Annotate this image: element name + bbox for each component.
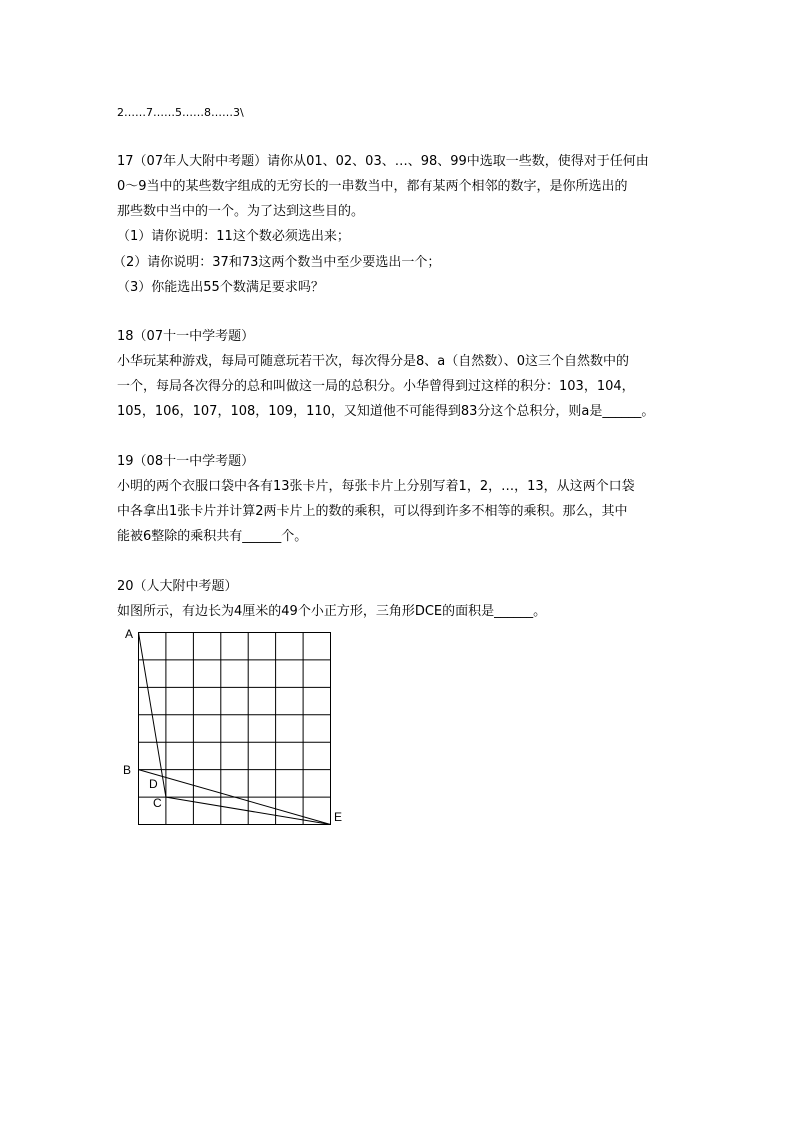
q20-title: 20（人大附中考题） <box>117 579 238 594</box>
q18-line1: 小华玩某种游戏，每局可随意玩若干次，每次得分是8、a（自然数）、0这三个自然数中的 <box>117 354 630 369</box>
q18-line3: 105，106，107，108，109，110，又知道他不可能得到83分这个总积分，则a是______。 <box>117 404 655 419</box>
q19-line1: 小明的两个衣服口袋中各有13张卡片，每张卡片上分别写着1，2，…，13，从这两个口袋 <box>117 479 635 494</box>
q19-title: 19（08十一中学考题） <box>117 454 255 469</box>
label-d: D <box>149 777 158 791</box>
segments <box>139 633 331 825</box>
label-e: E <box>334 810 343 824</box>
q17-part3: （3）你能选出55个数满足要求吗？ <box>117 280 324 295</box>
q17-title: 17（07年人大附中考题）请你从01、02、03、…、98、99中选取一些数，使得对于任何由 <box>117 154 649 169</box>
q17-line3: 那些数中当中的一个。为了达到这些目的。 <box>117 204 365 219</box>
q18-title: 18（07十一中学考题） <box>117 329 255 344</box>
label-b: B <box>123 763 132 777</box>
q17-part2: （2）请你说明：37和73这两个数当中至少要选出一个； <box>113 255 441 270</box>
q19-line2: 中各拿出1张卡片并计算2两卡片上的数的乘积，可以得到许多不相等的乘积。那么，其中 <box>117 504 628 519</box>
header-line: 2……7……5……8……3\ <box>117 106 244 119</box>
q17-part1: （1）请你说明：11这个数必须选出来； <box>117 229 350 244</box>
grid-lines <box>139 633 331 825</box>
point-labels <box>123 627 342 824</box>
q18-line2: 一个，每局各次得分的总和叫做这一局的总积分。小华曾得到过这样的积分：103，104， <box>117 379 635 394</box>
grid-border <box>139 633 331 825</box>
q19-line3: 能被6整除的乘积共有______个。 <box>117 529 308 544</box>
q17-line2: 0～9当中的某些数字组成的无穷长的一串数当中，都有某两个相邻的数字，是你所选出的 <box>117 179 628 194</box>
q20-line1: 如图所示，有边长为4厘米的49个小正方形，三角形DCE的面积是______。 <box>117 604 547 619</box>
label-a: A <box>125 627 134 641</box>
label-c: C <box>153 796 162 810</box>
grid-diagram <box>118 622 358 832</box>
